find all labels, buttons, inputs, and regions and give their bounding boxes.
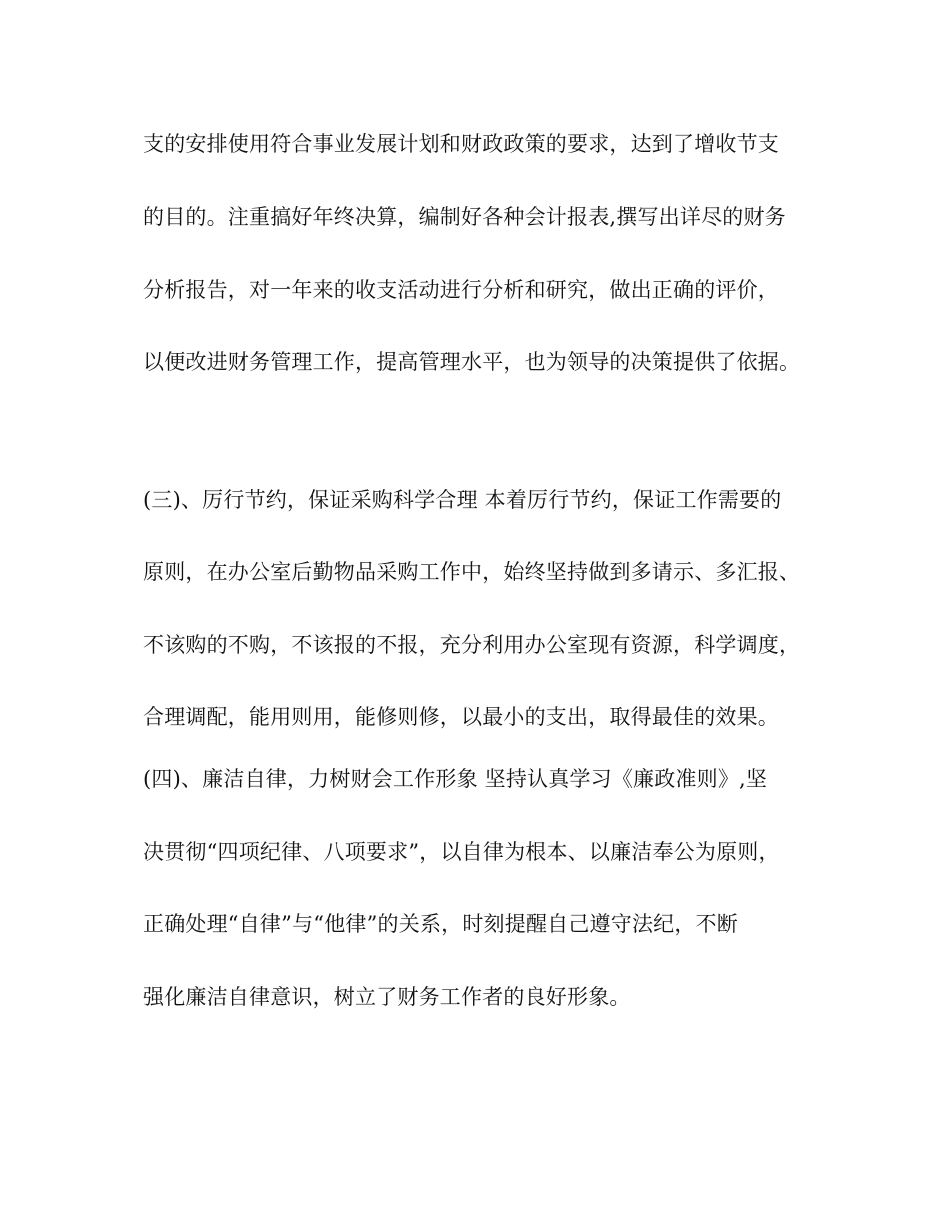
section-heading-line: (三)、厉行节约，保证采购科学合理 本着厉行节约，保证工作需要的 [143,488,782,512]
section-heading-line: (四)、廉洁自律，力树财会工作形象 坚持认真学习《廉政准则》,坚 [143,767,768,791]
paragraph-line: 分析报告，对一年来的收支活动进行分析和研究，做出正确的评价， [143,278,779,302]
paragraph-line: 支的安排使用符合事业发展计划和财政政策的要求，达到了增收节支 [143,132,779,156]
paragraph-line: 以便改进财务管理工作，提高管理水平，也为领导的决策提供了依据。 [143,350,801,374]
paragraph-line: 的目的。注重搞好年终决算，编制好各种会计报表,撰写出详尽的财务 [143,205,786,229]
paragraph-line: 强化廉洁自律意识，树立了财务工作者的良好形象。 [143,985,631,1009]
paragraph-line: 原则，在办公室后勤物品采购工作中，始终坚持做到多请示、多汇报、 [143,560,801,584]
paragraph-line: 合理调配，能用则用，能修则修，以最小的支出，取得最佳的效果。 [143,705,779,729]
paragraph-line: 决贯彻“四项纪律、八项要求”，以自律为根本、以廉洁奉公为原则， [143,840,780,864]
paragraph-line: 不该购的不购，不该报的不报，充分利用办公室现有资源，科学调度， [143,633,801,657]
paragraph-line: 正确处理“自律”与“他律”的关系，时刻提醒自己遵守法纪，不断 [143,912,738,936]
